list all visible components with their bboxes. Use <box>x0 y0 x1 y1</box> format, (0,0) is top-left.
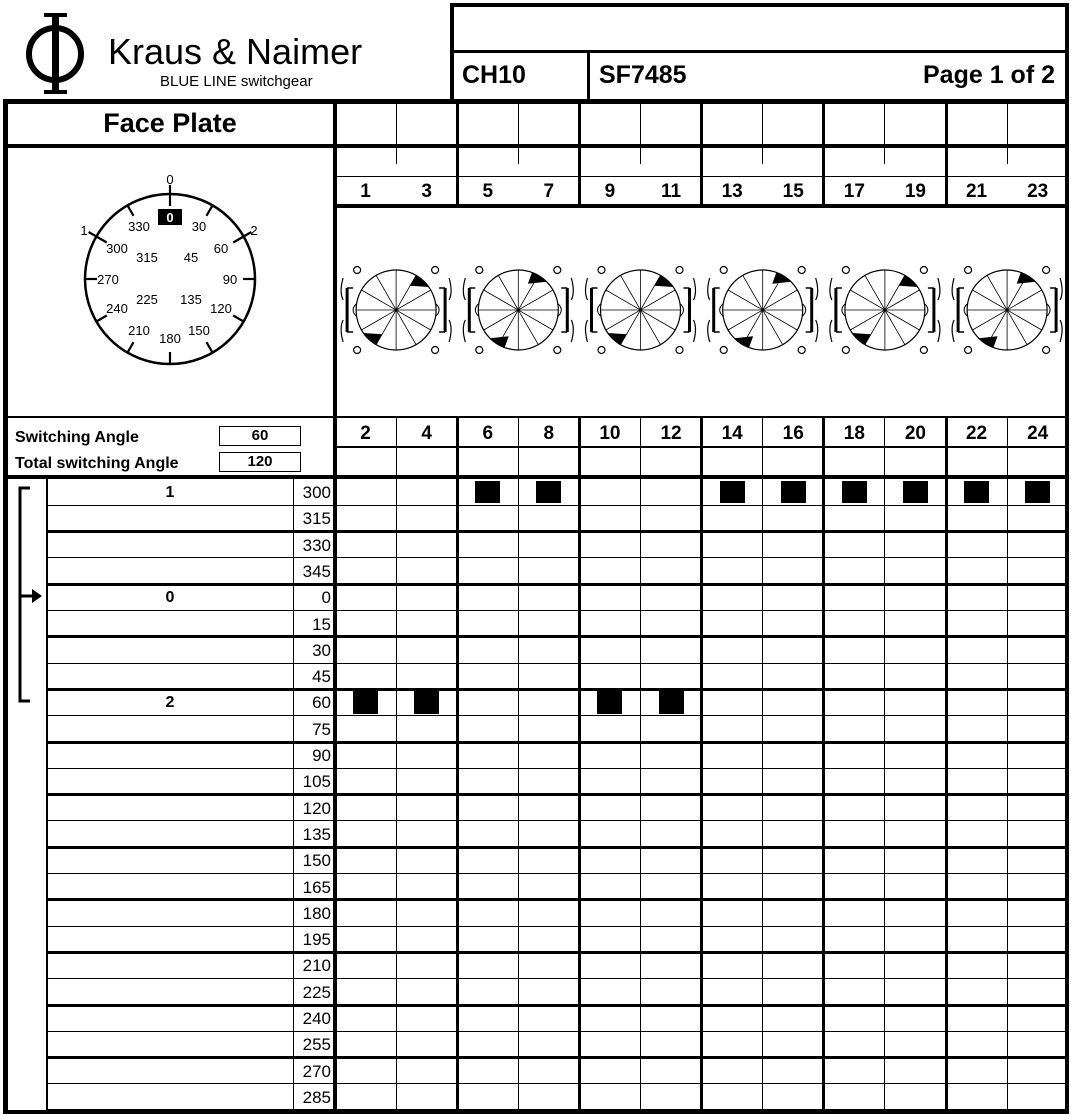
angle-label: 210 <box>302 956 331 976</box>
contact-spring <box>449 278 451 342</box>
angle-label: 105 <box>302 772 331 792</box>
table-row-line <box>48 583 1068 586</box>
dial-tick <box>233 237 243 243</box>
table-row-line <box>48 715 1068 716</box>
position-label: 2 <box>165 694 175 712</box>
dial-angle: 225 <box>136 292 158 307</box>
col-divider-bottom <box>578 416 581 478</box>
terminal-number-bottom: 2 <box>360 423 371 444</box>
terminal-screw <box>798 267 805 274</box>
terminal-screw <box>1043 267 1050 274</box>
angle-label: 300 <box>302 483 331 502</box>
total-angle-value: 120 <box>219 452 301 472</box>
table-row-line <box>48 846 1068 849</box>
col-divider-top <box>456 103 459 207</box>
dial-tick <box>233 316 243 322</box>
dial-angle: 300 <box>106 241 128 256</box>
brand-name: Kraus & Naimer <box>108 31 363 72</box>
terminal-screw <box>676 267 683 274</box>
angle-label: 30 <box>312 640 331 660</box>
dial-angle: 270 <box>97 272 119 287</box>
dial-angle: 330 <box>128 219 150 234</box>
angle-label: 225 <box>302 982 331 1002</box>
terminal-number-top: 9 <box>604 181 616 202</box>
terminal-screw <box>554 347 561 354</box>
dial-tick <box>128 342 134 352</box>
contact-spring <box>708 278 710 342</box>
contact-spring <box>694 278 696 342</box>
terminal-number-top: 1 <box>360 181 371 202</box>
angle-label: 60 <box>312 693 331 713</box>
dial-pos-top: 0 <box>166 172 174 187</box>
table-row-line <box>48 1004 1068 1007</box>
contact-closed-mark <box>536 481 561 503</box>
contact-element-icon <box>952 267 1062 354</box>
table-row-line <box>48 505 1068 506</box>
table-col-line <box>884 478 885 1112</box>
table-col-line <box>333 478 337 1112</box>
angle-label: 90 <box>312 746 331 765</box>
angle-label: 135 <box>302 824 331 844</box>
table-col-line <box>1007 478 1008 1112</box>
terminal-screw <box>432 267 439 274</box>
switching-angle-value: 60 <box>219 426 301 446</box>
dial-tick <box>207 342 213 352</box>
dial-pointer: 0 <box>166 210 174 225</box>
terminal-screw <box>554 267 561 274</box>
contact-closed-mark <box>597 691 622 713</box>
terminal-screw <box>920 267 927 274</box>
col-divider-bottom <box>456 416 459 478</box>
angle-label: 315 <box>302 509 331 529</box>
terminal-screw <box>842 267 849 274</box>
table-row-line <box>48 1109 1068 1112</box>
dial-angle: 315 <box>136 250 158 265</box>
col-divider-bottom <box>822 416 825 478</box>
contact-closed-mark <box>475 481 500 503</box>
terminal-screw <box>965 347 972 354</box>
terminal-screw <box>354 267 361 274</box>
dial-angle: 90 <box>222 272 238 287</box>
table-row-line <box>48 610 1068 611</box>
part-number: SF7485 <box>599 61 687 89</box>
terminal-number-top: 7 <box>543 181 555 202</box>
dial-angle: 60 <box>213 241 229 256</box>
angle-label: 270 <box>302 1061 331 1081</box>
table-row-line <box>48 768 1068 769</box>
table-row-line <box>48 951 1068 954</box>
table-col-line <box>578 478 581 1112</box>
contact-spring <box>816 278 818 342</box>
terminal-number-top: 23 <box>1027 181 1049 202</box>
dial-tick <box>128 205 134 215</box>
terminal-number-top: 5 <box>482 181 494 202</box>
table-col-line <box>293 478 294 1112</box>
dial-angle: 135 <box>180 292 202 307</box>
contact-element-icon <box>708 267 818 354</box>
terminal-screw <box>965 267 972 274</box>
contact-closed-mark <box>842 481 867 503</box>
col-divider-top <box>640 103 641 164</box>
angle-label: 345 <box>302 561 331 581</box>
table-row-line <box>48 898 1068 901</box>
angle-label: 120 <box>302 798 331 818</box>
angle-label: 255 <box>302 1035 331 1055</box>
col-divider-top <box>884 103 885 164</box>
terminal-screw <box>598 347 605 354</box>
table-col-line <box>456 478 459 1112</box>
table-row-line <box>48 793 1068 796</box>
angle-label: 195 <box>302 930 331 950</box>
dial-angle: 120 <box>210 301 232 316</box>
dial-tick <box>96 316 106 322</box>
dial-angle: 45 <box>183 250 199 265</box>
angle-label: 75 <box>312 719 331 739</box>
table-col-line <box>396 478 397 1112</box>
range-bracket <box>8 478 54 718</box>
terminal-number-top: 15 <box>782 181 804 202</box>
table-row-line <box>48 873 1068 874</box>
switching-angle-label: Switching Angle <box>15 429 139 446</box>
dial-pos-right: 2 <box>250 223 258 238</box>
terminal-number-bottom: 4 <box>421 423 432 444</box>
dial-angle: 30 <box>191 219 207 234</box>
table-col-line <box>822 478 825 1112</box>
angle-label: 285 <box>302 1087 331 1107</box>
terminal-number-top: 13 <box>721 181 743 202</box>
table-row-line <box>48 1083 1068 1084</box>
col-divider-top <box>396 103 397 164</box>
terminal-number-bottom: 24 <box>1027 423 1049 444</box>
table-col-line <box>762 478 763 1112</box>
angle-label: 330 <box>302 535 331 555</box>
contact-closed-mark <box>781 481 806 503</box>
col-divider-bottom <box>640 416 641 478</box>
terminal-screw <box>598 267 605 274</box>
table-col-line <box>700 478 703 1112</box>
contact-spring <box>586 278 588 342</box>
contact-closed-mark <box>353 691 378 713</box>
col-divider-top <box>700 103 703 207</box>
col-divider-top <box>945 103 948 207</box>
table-row-line <box>48 978 1068 979</box>
contact-spring <box>571 278 573 342</box>
table-row-line <box>48 635 1068 638</box>
col-divider-bottom <box>518 416 519 478</box>
page-indicator: Page 1 of 2 <box>923 61 1055 89</box>
terminal-number-bottom: 16 <box>782 423 804 444</box>
col-divider-top <box>578 103 581 207</box>
dial-pos-left: 1 <box>80 223 88 238</box>
series-code: CH10 <box>462 61 526 89</box>
col-divider-bottom <box>396 416 397 478</box>
col-divider-bottom <box>884 416 885 478</box>
total-angle-label: Total switching Angle <box>15 455 179 472</box>
terminal-number-top: 11 <box>661 181 682 202</box>
table-row-line <box>48 557 1068 558</box>
angle-label: 150 <box>302 851 331 871</box>
terminal-row-line <box>335 176 1068 177</box>
contact-element-icon <box>341 267 451 354</box>
contact-closed-mark <box>720 481 745 503</box>
terminal-screw <box>476 347 483 354</box>
table-row-line <box>48 741 1068 744</box>
terminal-number-bottom: 20 <box>904 423 927 444</box>
angle-label: 45 <box>312 667 331 687</box>
dial-angle: 210 <box>128 323 150 338</box>
terminal-number-top: 3 <box>421 181 432 202</box>
table-row-line <box>48 1031 1068 1032</box>
terminal-screw <box>720 267 727 274</box>
dial-angle: 240 <box>106 301 128 316</box>
contact-element-icon <box>463 267 573 354</box>
terminal-number-bottom: 10 <box>599 423 621 444</box>
terminal-screw <box>354 347 361 354</box>
contact-elements <box>335 207 1070 417</box>
angle-label: 240 <box>302 1009 331 1028</box>
terminal-screw <box>720 347 727 354</box>
face-plate-title: Face Plate <box>103 108 237 138</box>
terminal-number-top: 21 <box>965 181 988 202</box>
angle-label: 0 <box>321 588 331 608</box>
terminal-screw <box>842 347 849 354</box>
arrow-right-icon <box>32 589 42 603</box>
position-label: 0 <box>165 589 175 607</box>
angle-label: 15 <box>312 614 331 634</box>
position-label: 1 <box>165 484 175 501</box>
table-row-line <box>48 663 1068 664</box>
terminal-screw <box>920 347 927 354</box>
terminal-screw <box>676 347 683 354</box>
terminal-number-bottom: 18 <box>843 423 865 444</box>
dial-position-mark <box>89 232 96 236</box>
col-divider-bottom <box>762 416 763 478</box>
contact-element-icon <box>586 267 696 354</box>
contact-closed-mark <box>903 481 928 503</box>
brand-tagline: BLUE LINE switchgear <box>160 73 313 90</box>
contact-spring <box>830 278 832 342</box>
table-row-line <box>48 1056 1068 1059</box>
terminal-number-bottom: 14 <box>721 423 743 444</box>
contact-element-icon <box>830 267 940 354</box>
col-divider-top <box>822 103 825 207</box>
angle-label: 180 <box>302 903 331 923</box>
terminal-screw <box>476 267 483 274</box>
col-divider-bottom <box>1007 416 1008 478</box>
terminal-number-bottom: 22 <box>965 423 988 444</box>
terminal-screw <box>432 347 439 354</box>
col-divider-bottom <box>945 416 948 478</box>
contact-closed-mark <box>964 481 989 503</box>
contact-closed-mark <box>1025 481 1050 503</box>
terminal-number-bottom: 8 <box>543 423 555 444</box>
contact-closed-mark <box>414 691 439 713</box>
terminal-number-top: 19 <box>904 181 927 202</box>
dial-angle: 180 <box>159 331 181 346</box>
table-row-line <box>48 820 1068 821</box>
col-divider-top <box>518 103 519 164</box>
terminal-number-bottom: 12 <box>660 423 682 444</box>
table-col-line <box>945 478 948 1112</box>
terminal-number-top: 17 <box>843 181 865 202</box>
col-divider-bottom <box>700 416 703 478</box>
terminal-screw <box>798 347 805 354</box>
col-divider-top <box>762 103 763 164</box>
contact-spring <box>1060 278 1062 342</box>
table-col-line <box>640 478 641 1112</box>
dial-angle: 150 <box>188 323 210 338</box>
table-col-line <box>518 478 519 1112</box>
contact-spring <box>463 278 465 342</box>
terminal-number-bottom: 6 <box>482 423 494 444</box>
contact-spring <box>341 278 343 342</box>
dial-tick <box>207 205 213 215</box>
table-row-line <box>48 530 1068 533</box>
contact-spring <box>952 278 954 342</box>
table-row-line <box>48 688 1068 691</box>
table-row-line <box>48 926 1068 927</box>
angle-label: 165 <box>302 877 331 897</box>
contact-spring <box>938 278 940 342</box>
contact-closed-mark <box>659 691 684 713</box>
terminal-screw <box>1043 347 1050 354</box>
col-divider-top <box>1007 103 1008 164</box>
